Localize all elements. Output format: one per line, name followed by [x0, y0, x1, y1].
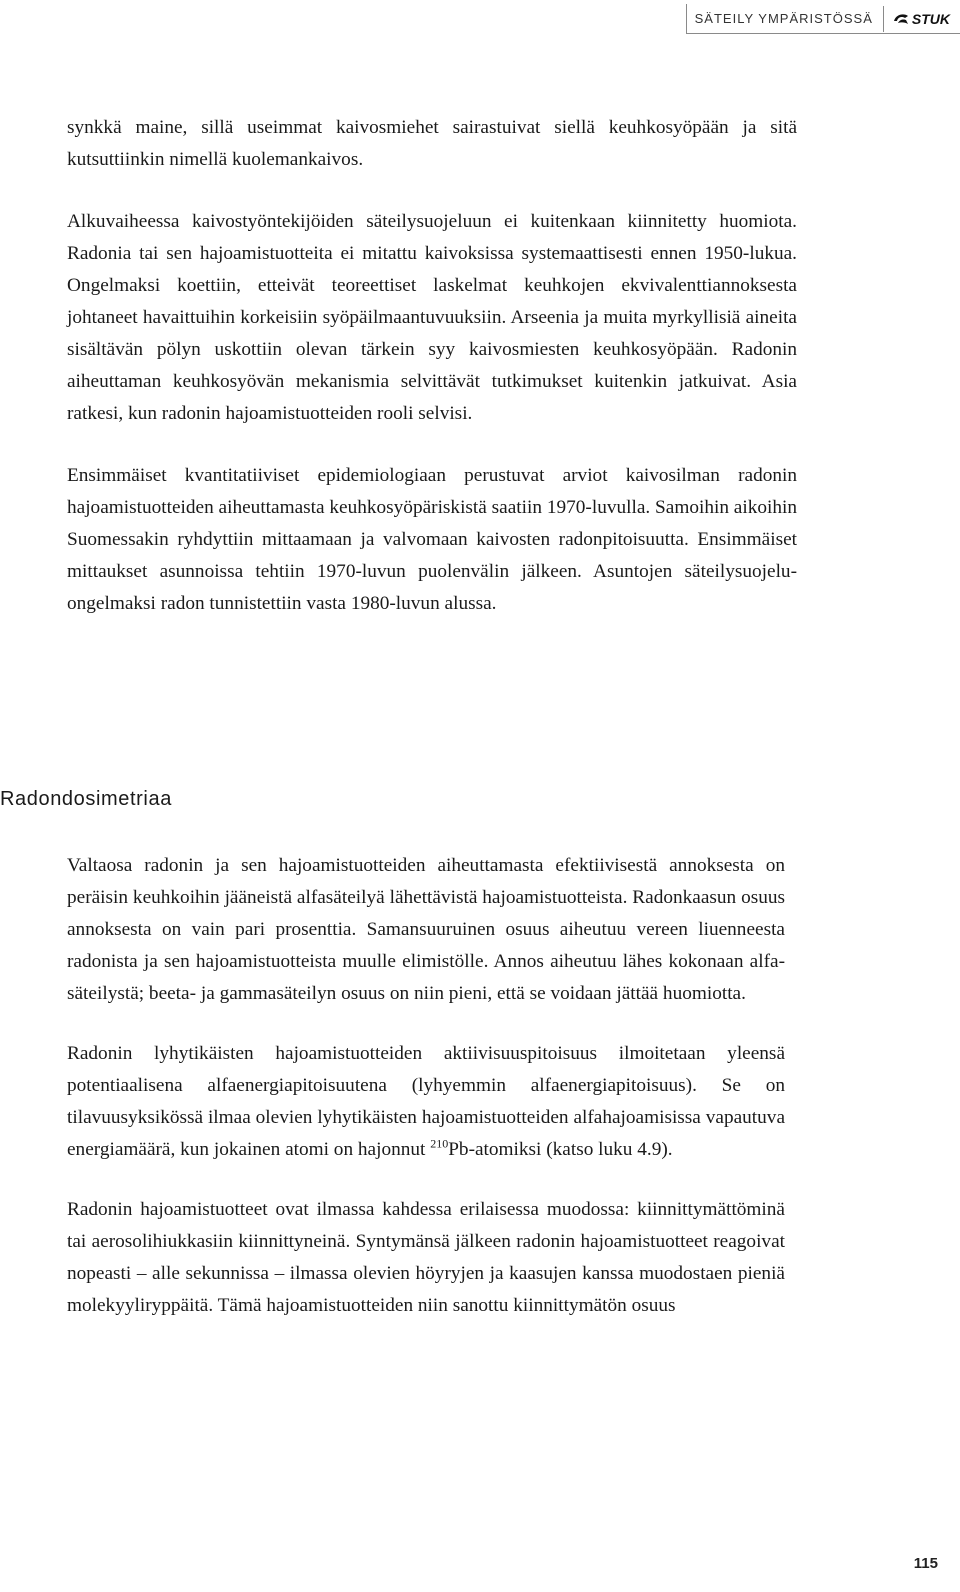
- paragraph: [67, 1038, 785, 1166]
- header-title: SÄTEILY YMPÄRISTÖSSÄ: [694, 11, 873, 26]
- logo-text: STUK: [911, 10, 950, 27]
- body-text: [67, 112, 797, 620]
- section-heading: Radondosimetriaa: [0, 788, 172, 810]
- paragraph: Radonin hajoamistuotteet ovat ilmassa kahdessa erilaisessa muodossa: kiinnittymättöminä tai aerosolihiukkasiin kiinnittyneinä. Syntymänsä jälkeen radonin hajoamistuotteet reagoivat nopeasti – alle sekunnissa – ilmassa olevien höyryjen ja kaasujen kanssa muodostaen pieniä molekyyliryppäitä. Tämä hajoamistuotteiden niin sanottu kiinnittymätön osuus: [67, 1199, 785, 1316]
- header-divider: [883, 6, 884, 32]
- paragraph-text: Pb-atomiksi (katso luku 4.9).: [448, 1139, 673, 1160]
- stuk-logo-icon: [892, 12, 910, 26]
- paragraph: Valtaosa radonin ja sen hajoamistuotteiden aiheuttamasta efektiivisestä annoksesta on peräisin keuhkoihin jääneistä alfasäteilyä lähettävistä hajoamistuotteista. Radonkaasun osuus annoksesta on vain pari prosenttia. Samansuuruinen osuus aiheutuu vereen liuenneesta radonista ja sen hajoamistuotteista muulle elimistölle. Annos aiheutuu lähes kokonaan alfasäteilystä; beeta- ja gammasäteilyn osuus on niin pieni, että se voidaan jättää huomiotta.: [67, 855, 785, 1004]
- page-number: 115: [913, 1555, 938, 1572]
- paragraph: Ensimmäiset kvantitatiiviset epidemiologiaan perustuvat arviot kaivosilman radonin hajoamistuotteiden aiheuttamasta keuhkosyöpäriskistä saatiin 1970-luvulla. Samoihin aikoihin Suomessakin ryhdyttiin mittaamaan ja valvomaan kaivosten radonpitoisuutta. Ensimmäiset mittaukset asunnoissa tehtiin 1970-luvun puolenvälin jälkeen. Asuntojen säteilysuojeluongelmaksi radon tunnistettiin vasta 1980-luvun alussa.: [67, 465, 797, 614]
- stuk-logo: [892, 11, 950, 27]
- paragraph-text: Radonin lyhytikäisten hajoamistuotteiden aktiivisuuspitoisuus ilmoitetaan yleensä potentiaalisena alfaenergiapitoisuutena (lyhyemmin alfaenergiapitoisuus). Se on tilavuusyksikössä ilmaa olevien lyhytikäisten hajoamistuotteiden alfahajoamisissa vapautuva energiamäärä, kun jokainen atomi on hajonnut: [67, 1043, 785, 1160]
- running-header: [686, 4, 960, 34]
- isotope-mass-number: 210: [430, 1136, 449, 1151]
- paragraph: Alkuvaiheessa kaivostyöntekijöiden säteilysuojeluun ei kuitenkaan kiinnitetty huomiota. Radonia tai sen hajoamistuotteita ei mitattu kaivoksissa systemaattisesti ennen 1950-lukua. Ongelmaksi koettiin, etteivät teoreettiset laskelmat keuhkojen ekvivalenttiannoksesta johtaneet havaittuihin korkeisiin syöpäilmaantuvuuksiin. Arseenia ja muita myrkyllisiä aineita sisältävän pölyn uskottiin olevan tärkein syy kaivosmiesten keuhkosyöpään. Radonin aiheuttaman keuhkosyövän mekanismia selvittävät tutkimukset kuitenkin jatkuivat. Asia ratkesi, kun radonin hajoamistuotteiden rooli selvisi.: [67, 211, 797, 424]
- paragraph: synkkä maine, sillä useimmat kaivosmiehet sairastuivat siellä keuhkosyöpään ja sitä kutsuttiinkin nimellä kuolemankaivos.: [67, 117, 797, 170]
- section-body: [67, 850, 785, 1322]
